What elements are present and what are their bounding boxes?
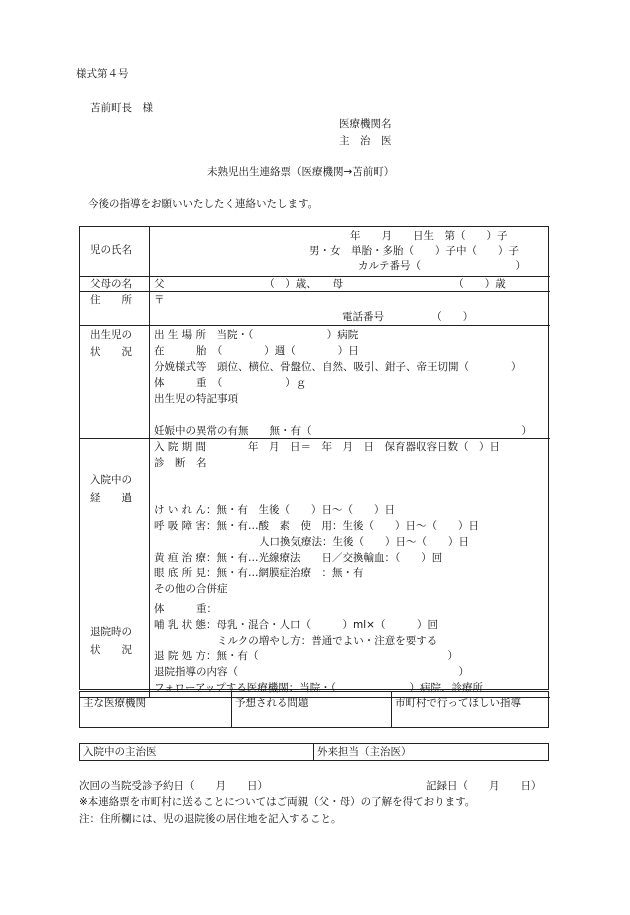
course-line: 人口換気療法：生後（ ）日～（ ）日 (154, 535, 469, 548)
parents-name-label: 父母の名 (90, 278, 132, 290)
discharge-line: 体 重： (154, 603, 217, 615)
record-date: 記録日（ 月 日） (426, 780, 542, 792)
birth-line (154, 408, 532, 424)
birth-date-order: 年 月 日生 第（ ）子 (350, 230, 508, 242)
addressee: 苫前町長 様 (90, 102, 153, 114)
birth-line: 分娩様式等 頭位、横位、骨盤位、自然、吸引、鉗子、帝王切開（ ） (154, 361, 522, 373)
inpatient-physician-label: 入院中の主治医 (83, 746, 157, 758)
course-line: 呼 吸 障 害：無・有…酸 素 使 用：生後（ ）日～（ ）日 (154, 519, 480, 532)
chart-number: カルテ番号（ ） (358, 260, 526, 272)
column-divider (231, 692, 232, 727)
form-number: 様式第４号 (76, 68, 129, 80)
address-note: 注：住所欄には、児の退院後の居住地を記入すること。 (79, 813, 342, 825)
course-line: け い れ ん：無・有 生後（ ）日～（ ）日 (154, 504, 396, 517)
next-visit-date: 次回の当院受診予約日（ 月 日） (79, 780, 268, 792)
birth-line: 体 重 （ ）ｇ (154, 377, 307, 389)
birth-status-label: 状 況 (90, 346, 132, 358)
hospital-course-label: 入院中の (90, 474, 132, 486)
course-line (154, 472, 500, 488)
expected-problems-label: 予想される問題 (235, 697, 309, 709)
discharge-status-label: 状 況 (90, 644, 132, 656)
column-divider (313, 744, 314, 760)
physician-label: 主 治 医 (339, 135, 392, 147)
course-line: 黄 疸 治 療：無・有…光線療法 日／交換輸血：（ ）回 (154, 551, 443, 564)
birth-line: 出生児の特記事項 (154, 393, 238, 405)
course-line: 診 断 名 (154, 456, 207, 469)
discharge-status-label: 退院時の (90, 626, 132, 638)
birth-status-label: 出生児の (90, 329, 132, 341)
discharge-line: 退 院 処 方：無・有（ ） (154, 650, 459, 663)
outpatient-physician-label: 外来担当（主治医） (317, 746, 412, 758)
birth-status-details (154, 328, 532, 440)
row-divider (80, 325, 550, 326)
course-line: 眼 底 所 見：無・有…網膜症治療 ：無・有 (154, 567, 364, 580)
course-line (154, 487, 500, 503)
row-divider (80, 291, 550, 292)
physicians-box (79, 743, 549, 761)
discharge-line: 哺 乳 状 態：母乳・混合・人口（ ）ml×（ ）回 (154, 618, 438, 631)
intro-text: 今後の指導をお願いいたしたく連絡いたします。 (88, 198, 319, 210)
parents-name-value: 父 （ ）歳、 母 （ ）歳 (154, 278, 506, 290)
main-form-table (79, 226, 549, 694)
discharge-line: 退院指導の内容（ ） (154, 666, 469, 679)
discharge-line: フォローアップする医療機関：当院・（ ）病院、診療所 (154, 681, 483, 694)
consent-note: ※本連絡票を市町村に送ることについてはご両親（父・母）の了解を得ております。 (79, 796, 476, 808)
discharge-status-details (154, 602, 483, 697)
postal-mark: 〒 (154, 294, 165, 306)
address-label: 住 所 (90, 294, 132, 306)
institution-label: 医療機関名 (339, 118, 392, 130)
followup-box (79, 691, 549, 728)
main-institution-label: 主な医療機関 (83, 697, 146, 709)
form-title: 未熟児出生連絡票（医療機関→苫前町） (207, 166, 395, 178)
discharge-line: ミルクの増やし方：普通でよい・注意を要する (154, 634, 438, 647)
birth-line: 在 胎 （ ）週（ ）日 (154, 345, 359, 357)
child-name-label: 児の氏名 (90, 244, 132, 256)
course-line: 入 院 期 間 年 月 日＝ 年 月 日 保育器収容日数（ ）日 (154, 441, 501, 453)
course-line: その他の合併症 (154, 583, 228, 596)
label-column-divider (149, 227, 150, 697)
hospital-course-label: 経 過 (90, 492, 132, 504)
hospital-course-details (154, 440, 500, 598)
municipal-guidance-label: 市町村で行ってほしい指導 (395, 697, 521, 709)
birth-line: 出 生 場 所 当院・（ ）病院 (154, 329, 359, 341)
phone-number: 電話番号 （ ） (342, 311, 474, 323)
birth-line: 妊娠中の異常の有無 無・有（ ） (154, 425, 532, 437)
column-divider (391, 692, 392, 727)
sex-multiplicity: 男・女 単胎・多胎（ ）子中（ ）子 (309, 245, 519, 257)
